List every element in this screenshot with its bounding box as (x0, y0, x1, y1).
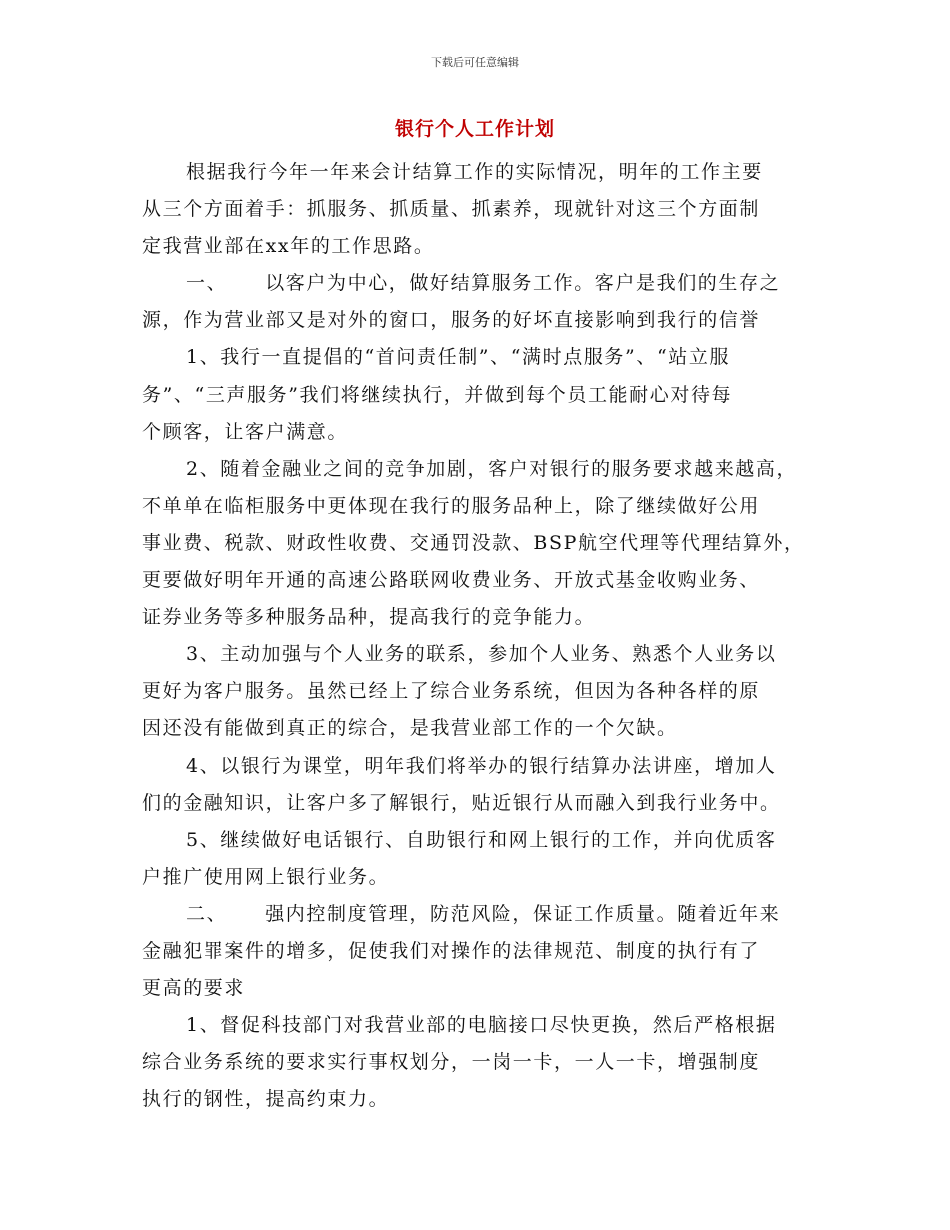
text-line: 定我营业部在xx年的工作思路。 (142, 235, 435, 258)
text-line (142, 265, 812, 302)
text-line: 证券业务等多种服务品种，提高我行的竞争能力。 (142, 606, 596, 629)
text-line: 个顾客，让客户满意。 (142, 420, 349, 443)
section-number: 二、 (186, 902, 228, 925)
text-line: 执行的钢性，提高约束力。 (142, 1088, 390, 1111)
section-heading-text: 以客户为中心，做好结算服务工作。客户是我们的生存之 (265, 272, 781, 295)
text-line: 4、以银行为课堂，明年我们将举办的银行结算办法讲座，增加人 (186, 754, 777, 777)
section-number: 一、 (186, 272, 228, 295)
text-line: 因还没有能做到真正的综合，是我营业部工作的一个欠缺。 (142, 717, 678, 740)
header-note: 下载后可任意编辑 (431, 56, 519, 69)
text-line: 根据我行今年一年来会计结算工作的实际情况，明年的工作主要 (186, 161, 763, 183)
document-title: 银行个人工作计划 (394, 118, 555, 140)
document-body (142, 154, 812, 1118)
text-line: 更高的要求 (142, 977, 246, 1000)
text-line: 们的金融知识，让客户多了解银行，贴近银行从而融入到我行业务中。 (142, 791, 781, 814)
text-line: 事业费、税款、财政性收费、交通罚没款、BSP航空代理等代理结算外， (142, 531, 805, 554)
text-line (142, 896, 812, 933)
text-line: 3、主动加强与个人业务的联系，参加个人业务、熟悉个人业务以 (186, 643, 777, 666)
section-heading-text: 强内控制度管理，防范风险，保证工作质量。随着近年来 (265, 902, 781, 925)
text-line: 更好为客户服务。虽然已经上了综合业务系统，但因为各种各样的原 (142, 680, 761, 703)
text-line: 5、继续做好电话银行、自助银行和网上银行的工作，并向优质客 (186, 828, 777, 851)
text-line: 源，作为营业部又是对外的窗口，服务的好坏直接影响到我行的信誉 (142, 309, 761, 332)
text-line: 综合业务系统的要求实行事权划分，一岗一卡，一人一卡，增强制度 (142, 1051, 761, 1074)
text-line: 1、我行一直提倡的“首问责任制”、“满时点服务”、“站立服 (186, 346, 731, 369)
text-line: 金融犯罪案件的增多，促使我们对操作的法律规范、制度的执行有了 (142, 939, 761, 962)
text-line: 务”、“三声服务”我们将继续执行，并做到每个员工能耐心对待每 (142, 383, 733, 406)
text-line: 不单单在临柜服务中更体现在我行的服务品种上，除了继续做好公用 (142, 494, 761, 517)
text-line: 户推广使用网上银行业务。 (142, 865, 390, 888)
text-line: 2、随着金融业之间的竞争加剧，客户对银行的服务要求越来越高， (186, 457, 798, 480)
text-line: 更要做好明年开通的高速公路联网收费业务、开放式基金收购业务、 (142, 569, 761, 592)
text-line: 1、督促科技部门对我营业部的电脑接口尽快更换，然后严格根据 (186, 1014, 777, 1037)
text-line: 从三个方面着手：抓服务、抓质量、抓素养，现就针对这三个方面制 (142, 198, 761, 221)
